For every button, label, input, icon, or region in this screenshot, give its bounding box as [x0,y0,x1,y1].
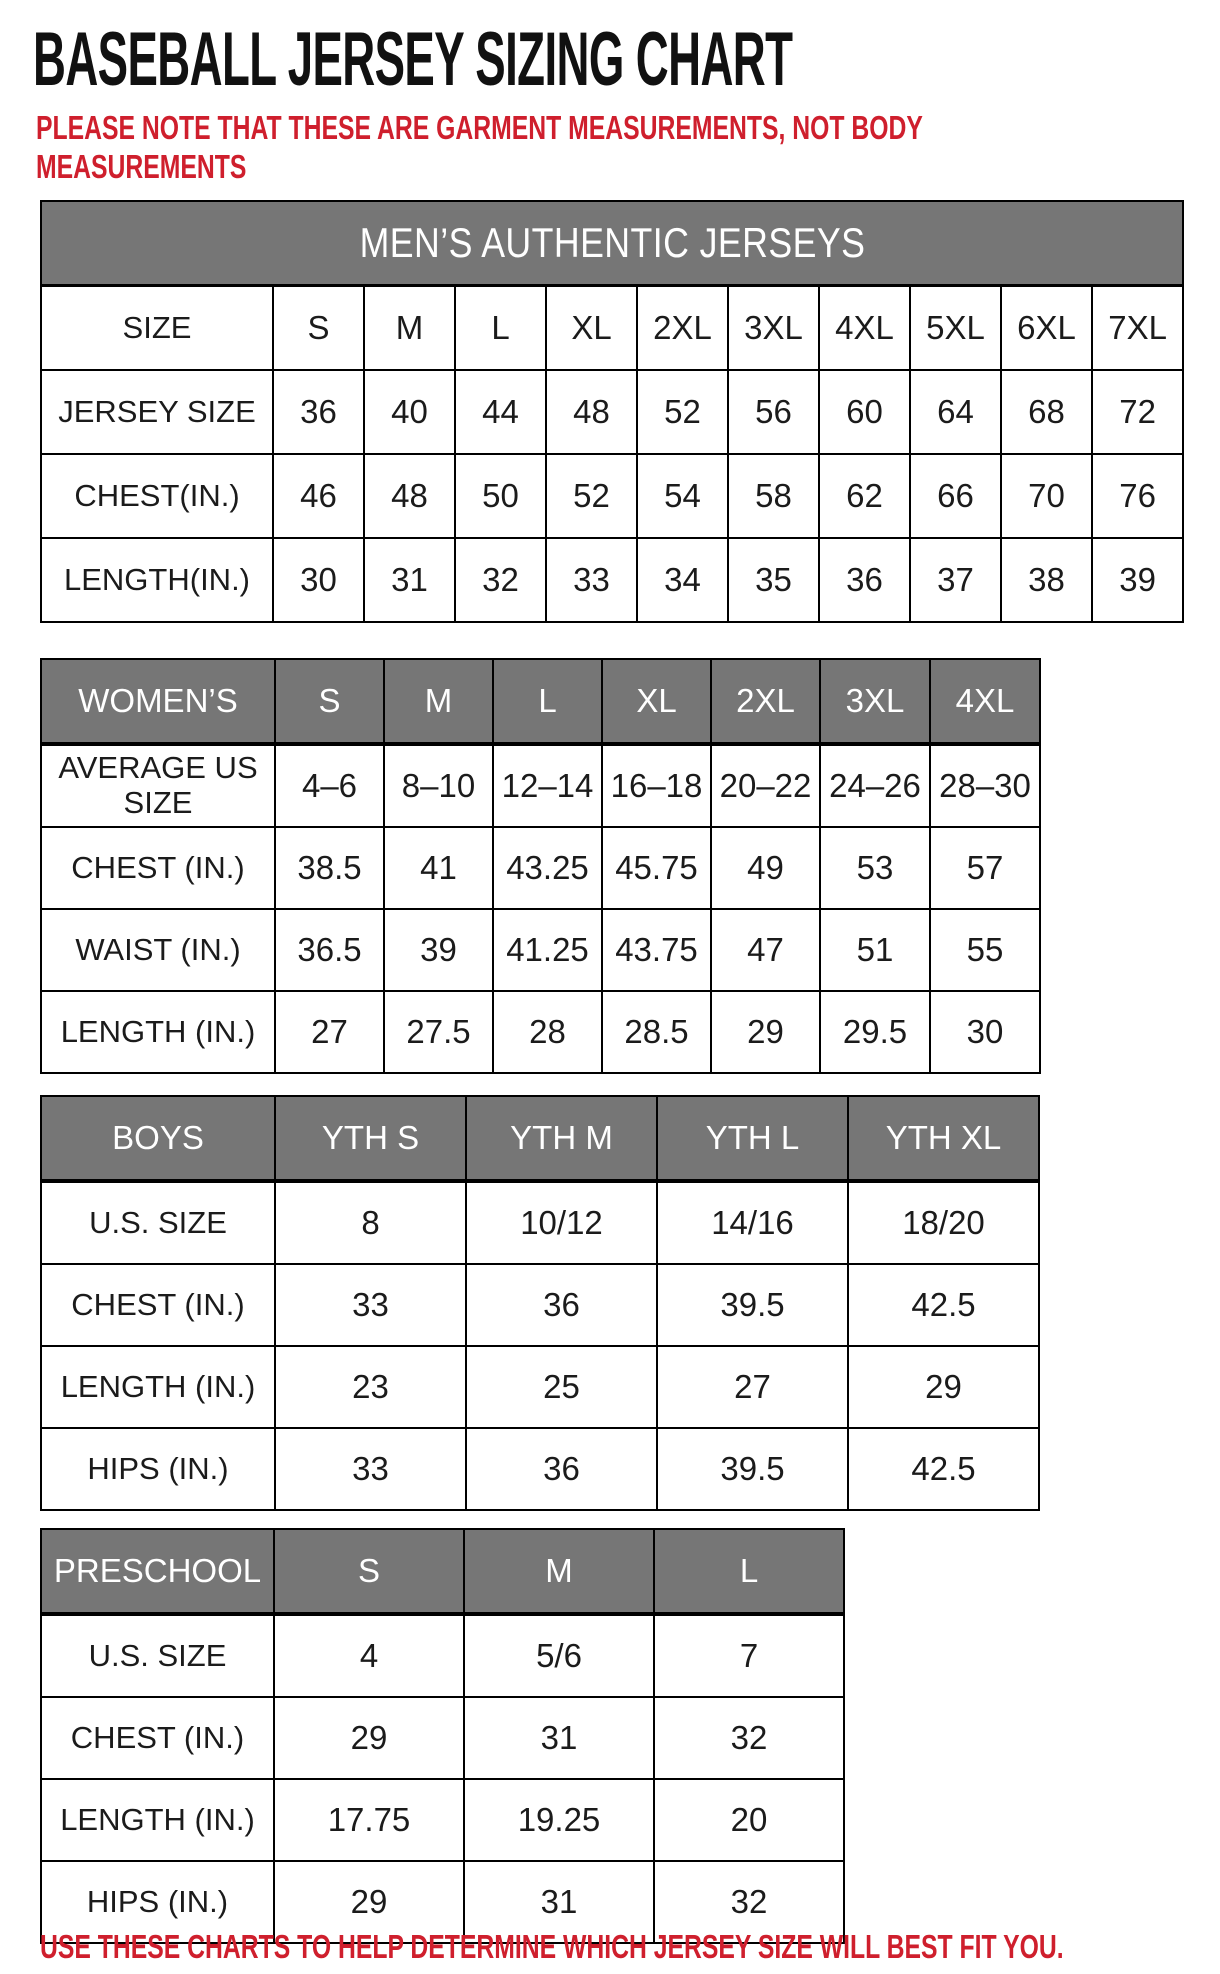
measurement-value-cell: 68 [1001,370,1092,454]
measurement-value-cell: 23 [275,1346,466,1428]
measurement-value-cell: 33 [275,1264,466,1346]
boys-table-row [41,1346,1039,1428]
measurement-value-cell: 29.5 [820,991,930,1073]
boys-table-row [41,1428,1039,1510]
measurement-value-cell: 36 [466,1264,657,1346]
row-label-cell: U.S. SIZE [41,1181,275,1264]
measurement-value-cell: 57 [930,827,1040,909]
womens-column-header-cell: 4XL [930,659,1040,744]
measurement-value-cell: 5XL [910,286,1001,371]
boys-column-header-cell: YTH M [466,1096,657,1181]
measurement-value-cell: XL [546,286,637,371]
measurement-value-cell: 20–22 [711,744,820,827]
measurement-value-cell: 48 [546,370,637,454]
measurement-value-cell: 37 [910,538,1001,622]
measurement-value-cell: 18/20 [848,1181,1039,1264]
measurement-value-cell: 27 [657,1346,848,1428]
measurement-value-cell: 31 [464,1697,654,1779]
womens-table-row [41,744,1040,827]
measurement-value-cell: 36.5 [275,909,384,991]
womens-column-header-cell: 3XL [820,659,930,744]
boys-table-row [41,1264,1039,1346]
measurement-value-cell: 41.25 [493,909,602,991]
measurement-value-cell: 64 [910,370,1001,454]
measurement-value-cell: 72 [1092,370,1183,454]
row-label-cell: JERSEY SIZE [41,370,273,454]
measurement-value-cell: 17.75 [274,1779,464,1861]
measurement-value-cell: 42.5 [848,1428,1039,1510]
measurement-value-cell: 51 [820,909,930,991]
footer-note-text: USE THESE CHARTS TO HELP DETERMINE WHICH JERSEY SIZE WILL BEST FIT YOU. [40,1928,1064,1965]
measurement-value-cell: 42.5 [848,1264,1039,1346]
measurement-value-cell: 4 [274,1614,464,1697]
measurement-value-cell: 29 [274,1697,464,1779]
measurement-value-cell: 58 [728,454,819,538]
womens-table-row [41,827,1040,909]
boys-table-row [41,1181,1039,1264]
mens-table-banner [41,201,1183,286]
preschool-table-row [41,1779,844,1861]
boys-column-header-cell: YTH S [275,1096,466,1181]
measurement-value-cell: 27.5 [384,991,493,1073]
measurement-value-cell: 30 [930,991,1040,1073]
measurement-value-cell: 50 [455,454,546,538]
row-label-cell: HIPS (IN.) [41,1428,275,1510]
measurement-value-cell: 33 [546,538,637,622]
womens-column-header-cell: M [384,659,493,744]
boys-table-title-cell: BOYS [41,1096,275,1181]
row-label-cell: AVERAGE US SIZE [41,744,275,827]
row-label-cell: LENGTH (IN.) [41,1779,274,1861]
measurement-value-cell: 39.5 [657,1264,848,1346]
measurement-value-cell: 29 [274,1861,464,1943]
measurement-value-cell: 6XL [1001,286,1092,371]
boys-column-header-cell: YTH L [657,1096,848,1181]
preschool-table-row [41,1697,844,1779]
measurement-value-cell: 32 [455,538,546,622]
measurement-value-cell: 38 [1001,538,1092,622]
measurement-value-cell: 60 [819,370,910,454]
measurement-value-cell: 36 [273,370,364,454]
measurement-value-cell: 31 [464,1861,654,1943]
measurement-value-cell: 66 [910,454,1001,538]
measurement-value-cell: 33 [275,1428,466,1510]
womens-column-header-cell: XL [602,659,711,744]
footer-note [40,1928,1220,1966]
measurement-value-cell: 48 [364,454,455,538]
measurement-value-cell: 62 [819,454,910,538]
row-label-cell: CHEST (IN.) [41,1264,275,1346]
preschool-table-title-cell: PRESCHOOL [41,1529,274,1614]
preschool-table-row [41,1614,844,1697]
measurement-value-cell: 12–14 [493,744,602,827]
womens-sizing-table [40,658,1041,1074]
boys-column-header-cell: YTH XL [848,1096,1039,1181]
measurement-value-cell: 32 [654,1861,844,1943]
measurement-value-cell: 2XL [637,286,728,371]
note-line-2: MEASUREMENTS [36,148,247,185]
measurement-value-cell: 5/6 [464,1614,654,1697]
measurement-value-cell: 20 [654,1779,844,1861]
womens-table-row [41,991,1040,1073]
measurement-value-cell: 4–6 [275,744,384,827]
measurement-value-cell: 19.25 [464,1779,654,1861]
measurement-value-cell: 52 [637,370,728,454]
mens-table-row [41,370,1183,454]
measurement-value-cell: 45.75 [602,827,711,909]
row-label-cell: CHEST (IN.) [41,827,275,909]
page-title [33,17,1220,102]
womens-column-header-cell: L [493,659,602,744]
measurement-value-cell: 44 [455,370,546,454]
row-label-cell: LENGTH (IN.) [41,1346,275,1428]
measurement-value-cell: 27 [275,991,384,1073]
measurement-value-cell: 43.25 [493,827,602,909]
measurement-value-cell: 30 [273,538,364,622]
measurement-value-cell: 7XL [1092,286,1183,371]
preschool-column-header-cell: S [274,1529,464,1614]
womens-column-header-cell: S [275,659,384,744]
measurement-value-cell: 16–18 [602,744,711,827]
measurement-value-cell: 54 [637,454,728,538]
measurement-value-cell: 76 [1092,454,1183,538]
row-label-cell: SIZE [41,286,273,371]
measurement-value-cell: 4XL [819,286,910,371]
measurement-value-cell: M [364,286,455,371]
measurement-value-cell: 47 [711,909,820,991]
measurement-value-cell: 55 [930,909,1040,991]
measurement-value-cell: 29 [711,991,820,1073]
measurement-value-cell: S [273,286,364,371]
measurement-value-cell: 3XL [728,286,819,371]
measurement-value-cell: 49 [711,827,820,909]
measurement-value-cell: 7 [654,1614,844,1697]
measurement-value-cell: 32 [654,1697,844,1779]
measurement-value-cell: 31 [364,538,455,622]
row-label-cell: HIPS (IN.) [41,1861,274,1943]
row-label-cell: U.S. SIZE [41,1614,274,1697]
preschool-sizing-table [40,1528,845,1944]
row-label-cell: WAIST (IN.) [41,909,275,991]
mens-table-row [41,286,1183,371]
row-label-cell: LENGTH(IN.) [41,538,273,622]
measurement-value-cell: 43.75 [602,909,711,991]
measurement-value-cell: L [455,286,546,371]
measurement-value-cell: 40 [364,370,455,454]
mens-authentic-jerseys-table [40,200,1184,623]
row-label-cell: CHEST(IN.) [41,454,273,538]
measurement-value-cell: 46 [273,454,364,538]
mens-table-row [41,454,1183,538]
measurement-value-cell: 39 [1092,538,1183,622]
measurement-value-cell: 53 [820,827,930,909]
boys-sizing-table [40,1095,1040,1511]
measurement-value-cell: 28.5 [602,991,711,1073]
womens-table-row [41,909,1040,991]
measurement-value-cell: 36 [819,538,910,622]
womens-column-header-cell: 2XL [711,659,820,744]
measurement-value-cell: 28–30 [930,744,1040,827]
womens-table-title-cell: WOMEN’S [41,659,275,744]
measurement-value-cell: 28 [493,991,602,1073]
measurement-value-cell: 41 [384,827,493,909]
measurement-value-cell: 8–10 [384,744,493,827]
measurement-value-cell: 52 [546,454,637,538]
measurement-value-cell: 29 [848,1346,1039,1428]
measurement-value-cell: 24–26 [820,744,930,827]
mens-table-banner-text: MEN’S AUTHENTIC JERSEYS [359,219,865,267]
garment-measurement-note [36,108,1219,186]
measurement-value-cell: 70 [1001,454,1092,538]
row-label-cell: LENGTH (IN.) [41,991,275,1073]
mens-table-row [41,538,1183,622]
measurement-value-cell: 39 [384,909,493,991]
row-label-cell: CHEST (IN.) [41,1697,274,1779]
measurement-value-cell: 8 [275,1181,466,1264]
measurement-value-cell: 35 [728,538,819,622]
page-title-text: BASEBALL JERSEY SIZING CHART [33,17,793,102]
preschool-column-header-cell: L [654,1529,844,1614]
measurement-value-cell: 39.5 [657,1428,848,1510]
measurement-value-cell: 36 [466,1428,657,1510]
measurement-value-cell: 38.5 [275,827,384,909]
measurement-value-cell: 14/16 [657,1181,848,1264]
measurement-value-cell: 10/12 [466,1181,657,1264]
measurement-value-cell: 34 [637,538,728,622]
preschool-column-header-cell: M [464,1529,654,1614]
note-line-1: PLEASE NOTE THAT THESE ARE GARMENT MEASUREMENTS, NOT BODY [36,109,923,146]
measurement-value-cell: 25 [466,1346,657,1428]
measurement-value-cell: 56 [728,370,819,454]
